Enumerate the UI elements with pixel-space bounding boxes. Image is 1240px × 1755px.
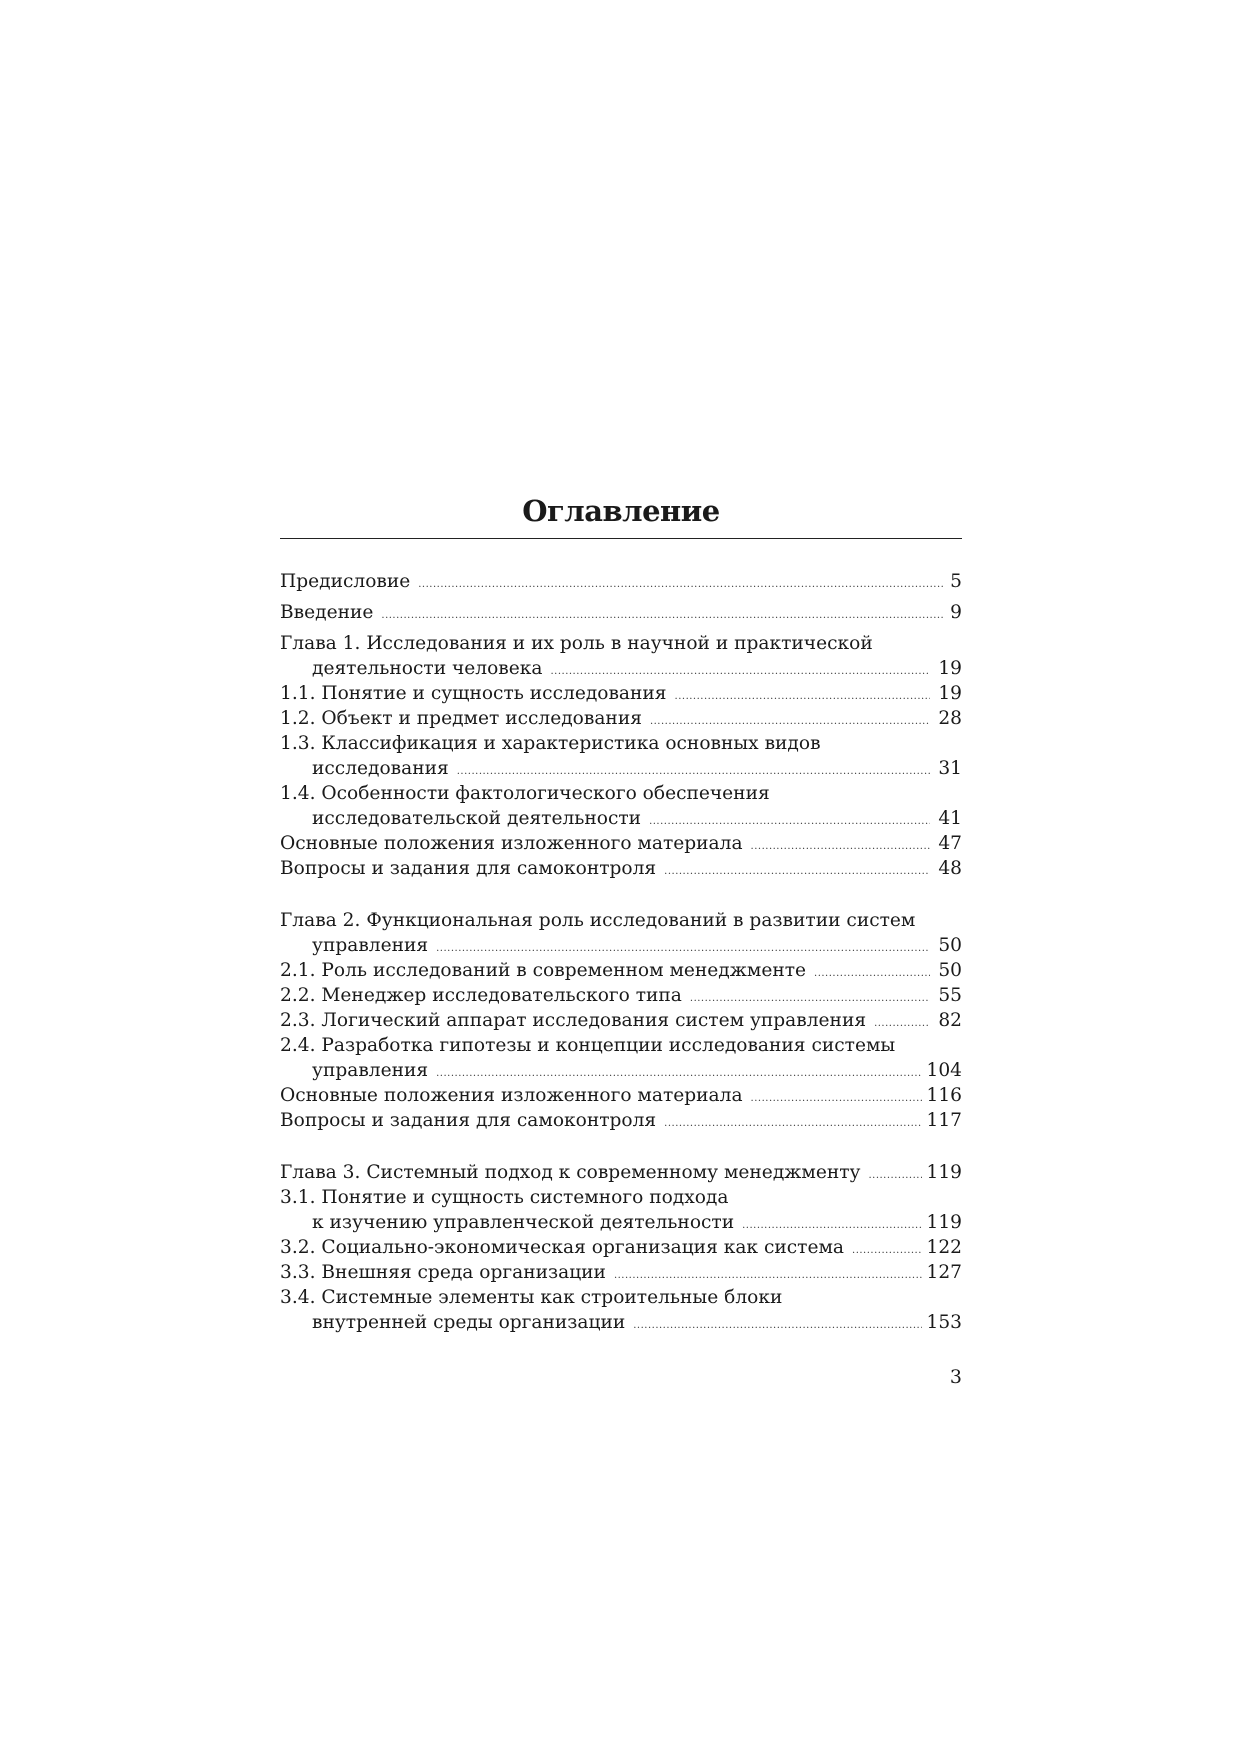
toc-entry-label: внутренней среды организации <box>312 1312 626 1333</box>
toc-entry-1-3-line1[interactable]: 1.3. Классификация и характеристика основных видов <box>280 733 821 754</box>
toc-entry-3-4-line2[interactable] <box>280 1310 962 1335</box>
dot-leader <box>664 1111 922 1136</box>
toc-page-number: 127 <box>926 1262 962 1283</box>
toc-entry-1-3-line2[interactable] <box>280 756 962 781</box>
toc-page-number: 48 <box>938 858 962 879</box>
toc-page-number: 55 <box>938 985 962 1006</box>
page-title: Оглавление <box>522 494 720 528</box>
toc-entry-ch2-questions[interactable] <box>280 1108 962 1133</box>
toc-entry-label: 2.2. Менеджер исследовательского типа <box>280 985 682 1006</box>
toc-entry-label: Основные положения изложенного материала <box>280 833 743 854</box>
toc-entry-2-2[interactable] <box>280 983 962 1008</box>
toc-entry-label: 3.3. Внешняя среда организации <box>280 1262 606 1283</box>
toc-entry-label: 1.2. Объект и предмет исследования <box>280 708 642 729</box>
toc-page-number: 19 <box>938 658 962 679</box>
toc-entry-label: Предисловие <box>280 571 411 592</box>
title-rule <box>280 538 962 539</box>
toc-page-number: 31 <box>938 758 962 779</box>
toc-entry-label: 3.2. Социально-экономическая организация как система <box>280 1237 845 1258</box>
toc-entry-1-4-line1[interactable]: 1.4. Особенности фактологического обеспечения <box>280 783 770 804</box>
toc-page-number: 47 <box>938 833 962 854</box>
toc-entry-2-1[interactable] <box>280 958 962 983</box>
toc-entry-label: управления <box>312 1060 429 1081</box>
toc-entry-3-3[interactable] <box>280 1260 962 1285</box>
toc-entry-introduction[interactable] <box>280 600 962 625</box>
toc-page-number: 82 <box>938 1010 962 1031</box>
toc-entry-label: деятельности человека <box>312 658 543 679</box>
toc-entry-1-4-line2[interactable] <box>280 806 962 831</box>
toc-page-number: 119 <box>926 1162 962 1183</box>
toc-entry-ch1-questions[interactable] <box>280 856 962 881</box>
table-of-contents <box>280 569 962 1335</box>
toc-entry-label: Основные положения изложенного материала <box>280 1085 743 1106</box>
toc-entry-label: исследовательской деятельности <box>312 808 642 829</box>
toc-page-number: 153 <box>926 1312 962 1333</box>
toc-entry-label: 2.3. Логический аппарат исследования систем управления <box>280 1010 867 1031</box>
dot-leader <box>814 961 930 986</box>
toc-chapter-2-heading[interactable]: Глава 2. Функциональная роль исследований в развитии систем <box>280 910 916 931</box>
toc-chapter-3-heading[interactable] <box>280 1160 962 1185</box>
toc-entry-ch1-summary[interactable] <box>280 831 962 856</box>
toc-entry-2-3[interactable] <box>280 1008 962 1033</box>
toc-page-number: 9 <box>950 602 962 623</box>
toc-entry-label: Вопросы и задания для самоконтроля <box>280 858 657 879</box>
toc-chapter-1-heading[interactable]: Глава 1. Исследования и их роль в научной и практической <box>280 633 873 654</box>
toc-entry-ch2-summary[interactable] <box>280 1083 962 1108</box>
toc-entry-label: управления <box>312 935 429 956</box>
dot-leader <box>664 859 930 884</box>
toc-entry-preface[interactable] <box>280 569 962 594</box>
toc-page-number: 19 <box>938 683 962 704</box>
toc-page-number: 119 <box>926 1212 962 1233</box>
toc-page-number: 116 <box>926 1085 962 1106</box>
toc-page-number: 50 <box>938 960 962 981</box>
dot-leader <box>852 1238 922 1263</box>
toc-entry-label: 2.1. Роль исследований в современном менеджменте <box>280 960 807 981</box>
toc-entry-3-4-line1[interactable]: 3.4. Системные элементы как строительные блоки <box>280 1287 783 1308</box>
toc-page-number: 50 <box>938 935 962 956</box>
toc-page-number: 41 <box>938 808 962 829</box>
toc-entry-label: исследования <box>312 758 449 779</box>
dot-leader <box>381 603 944 628</box>
toc-entry-2-4-line1[interactable]: 2.4. Разработка гипотезы и концепции исследования системы <box>280 1035 896 1056</box>
toc-entry-label: Вопросы и задания для самоконтроля <box>280 1110 657 1131</box>
toc-entry-label: Глава 3. Системный подход к современному менеджменту <box>280 1162 861 1183</box>
dot-leader <box>751 834 930 859</box>
toc-entry-label: 1.1. Понятие и сущность исследования <box>280 683 667 704</box>
toc-page-number: 28 <box>938 708 962 729</box>
toc-entry-1-1[interactable] <box>280 681 962 706</box>
toc-entry-2-4-line2[interactable] <box>280 1058 962 1083</box>
dot-leader <box>868 1163 922 1188</box>
toc-entry-1-2[interactable] <box>280 706 962 731</box>
toc-entry-label: Введение <box>280 602 374 623</box>
toc-page-number: 104 <box>926 1060 962 1081</box>
toc-chapter-1-line2[interactable] <box>280 656 962 681</box>
dot-leader <box>418 572 944 597</box>
dot-leader <box>633 1313 922 1338</box>
dot-leader <box>675 684 930 709</box>
toc-entry-3-2[interactable] <box>280 1235 962 1260</box>
toc-page-number: 122 <box>926 1237 962 1258</box>
toc-page-number: 5 <box>950 571 962 592</box>
toc-page-number: 117 <box>926 1110 962 1131</box>
toc-entry-label: к изучению управленческой деятельности <box>312 1212 735 1233</box>
toc-entry-3-1-line1[interactable]: 3.1. Понятие и сущность системного подхода <box>280 1187 729 1208</box>
dot-leader <box>751 1086 922 1111</box>
toc-chapter-2-line2[interactable] <box>280 933 962 958</box>
page-number: 3 <box>949 1366 962 1388</box>
toc-entry-3-1-line2[interactable] <box>280 1210 962 1235</box>
